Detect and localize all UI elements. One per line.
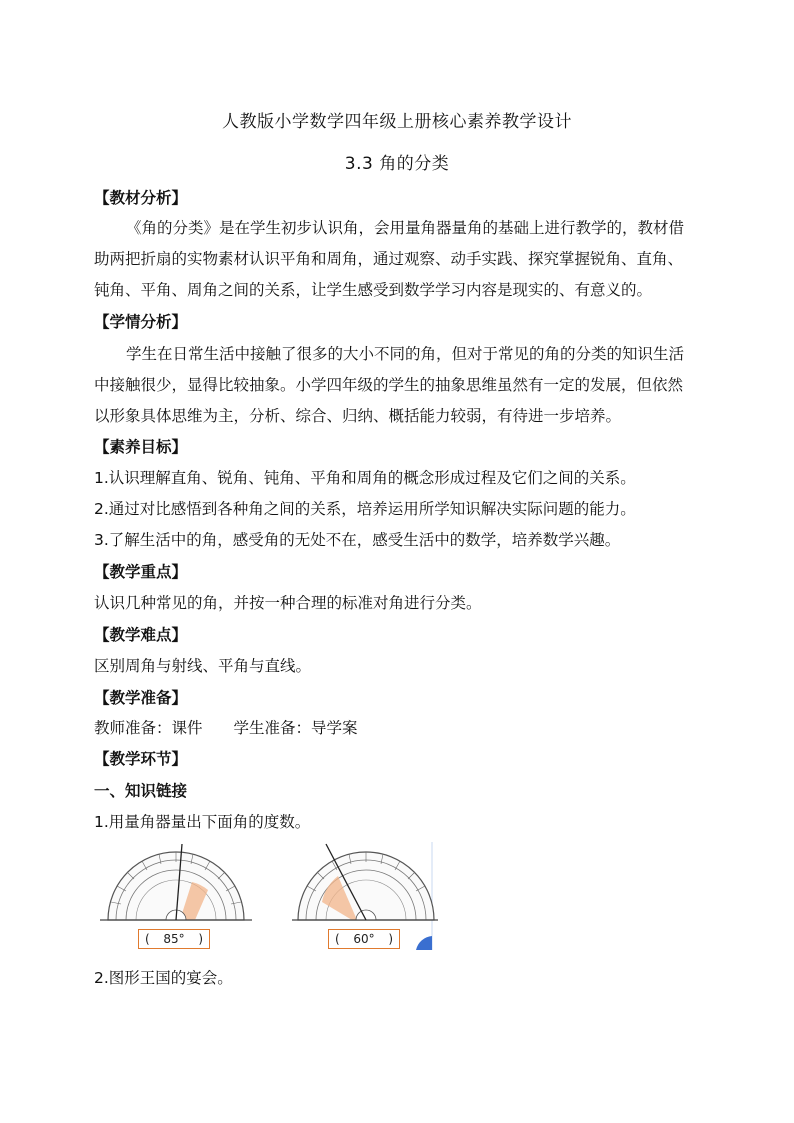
goal-item: 2.通过对比感悟到各种角之间的关系，培养运用所学知识解决实际问题的能力。: [94, 500, 636, 518]
part1-heading: 一、知识链接: [94, 782, 188, 800]
document-title: 人教版小学数学四年级上册核心素养教学设计: [222, 112, 572, 132]
document-subtitle: 3.3 角的分类: [344, 154, 450, 174]
goals-heading: 【素养目标】: [94, 438, 188, 456]
answer-value-1: 85°: [163, 932, 185, 946]
goal-item: 3.了解生活中的角，感受角的无处不在，感受生活中的数学，培养数学兴趣。: [94, 531, 621, 549]
question-2: 2.图形王国的宴会。: [94, 969, 233, 987]
answer-open-paren: (: [335, 932, 340, 946]
goal-item: 1.认识理解直角、锐角、钝角、平角和周角的概念形成过程及它们之间的关系。: [94, 469, 636, 487]
answer-box-2: [328, 929, 400, 949]
key-text: 认识几种常见的角，并按一种合理的标准对角进行分类。: [94, 594, 482, 612]
answer-close-paren: ): [388, 932, 393, 946]
material-line: 助两把折扇的实物素材认识平角和周角，通过观察、动手实践、探究掌握锐角、直角、: [94, 250, 684, 268]
process-heading: 【教学环节】: [94, 750, 188, 768]
material-heading: 【教材分析】: [94, 189, 188, 207]
key-heading: 【教学重点】: [94, 563, 188, 581]
learner-line: 以形象具体思维为主，分析、综合、归纳、概括能力较弱，有待进一步培养。: [94, 407, 622, 425]
answer-open-paren: (: [145, 932, 150, 946]
material-line: 《角的分类》是在学生初步认识角，会用量角器量角的基础上进行教学的，教材借: [126, 219, 685, 237]
learner-heading: 【学情分析】: [94, 313, 188, 331]
prep-text: 教师准备：课件 学生准备：导学案: [94, 719, 358, 737]
difficulty-text: 区别周角与射线、平角与直线。: [94, 657, 312, 675]
learner-line: 中接触很少，显得比较抽象。小学四年级的学生的抽象思维虽然有一定的发展，但依然: [94, 376, 684, 394]
difficulty-heading: 【教学难点】: [94, 626, 188, 644]
answer-value-2: 60°: [353, 932, 375, 946]
question-1: 1.用量角器量出下面角的度数。: [94, 813, 311, 831]
prep-heading: 【教学准备】: [94, 689, 188, 707]
protractor-figure-1: [96, 840, 256, 952]
protractor-figure-2: [290, 840, 440, 952]
learner-line: 学生在日常生活中接触了很多的大小不同的角，但对于常见的角的分类的知识生活: [126, 345, 685, 363]
answer-box-1: [138, 929, 210, 949]
material-line: 钝角、平角、周角之间的关系，让学生感受到数学学习内容是现实的、有意义的。: [94, 281, 653, 299]
answer-close-paren: ): [198, 932, 203, 946]
